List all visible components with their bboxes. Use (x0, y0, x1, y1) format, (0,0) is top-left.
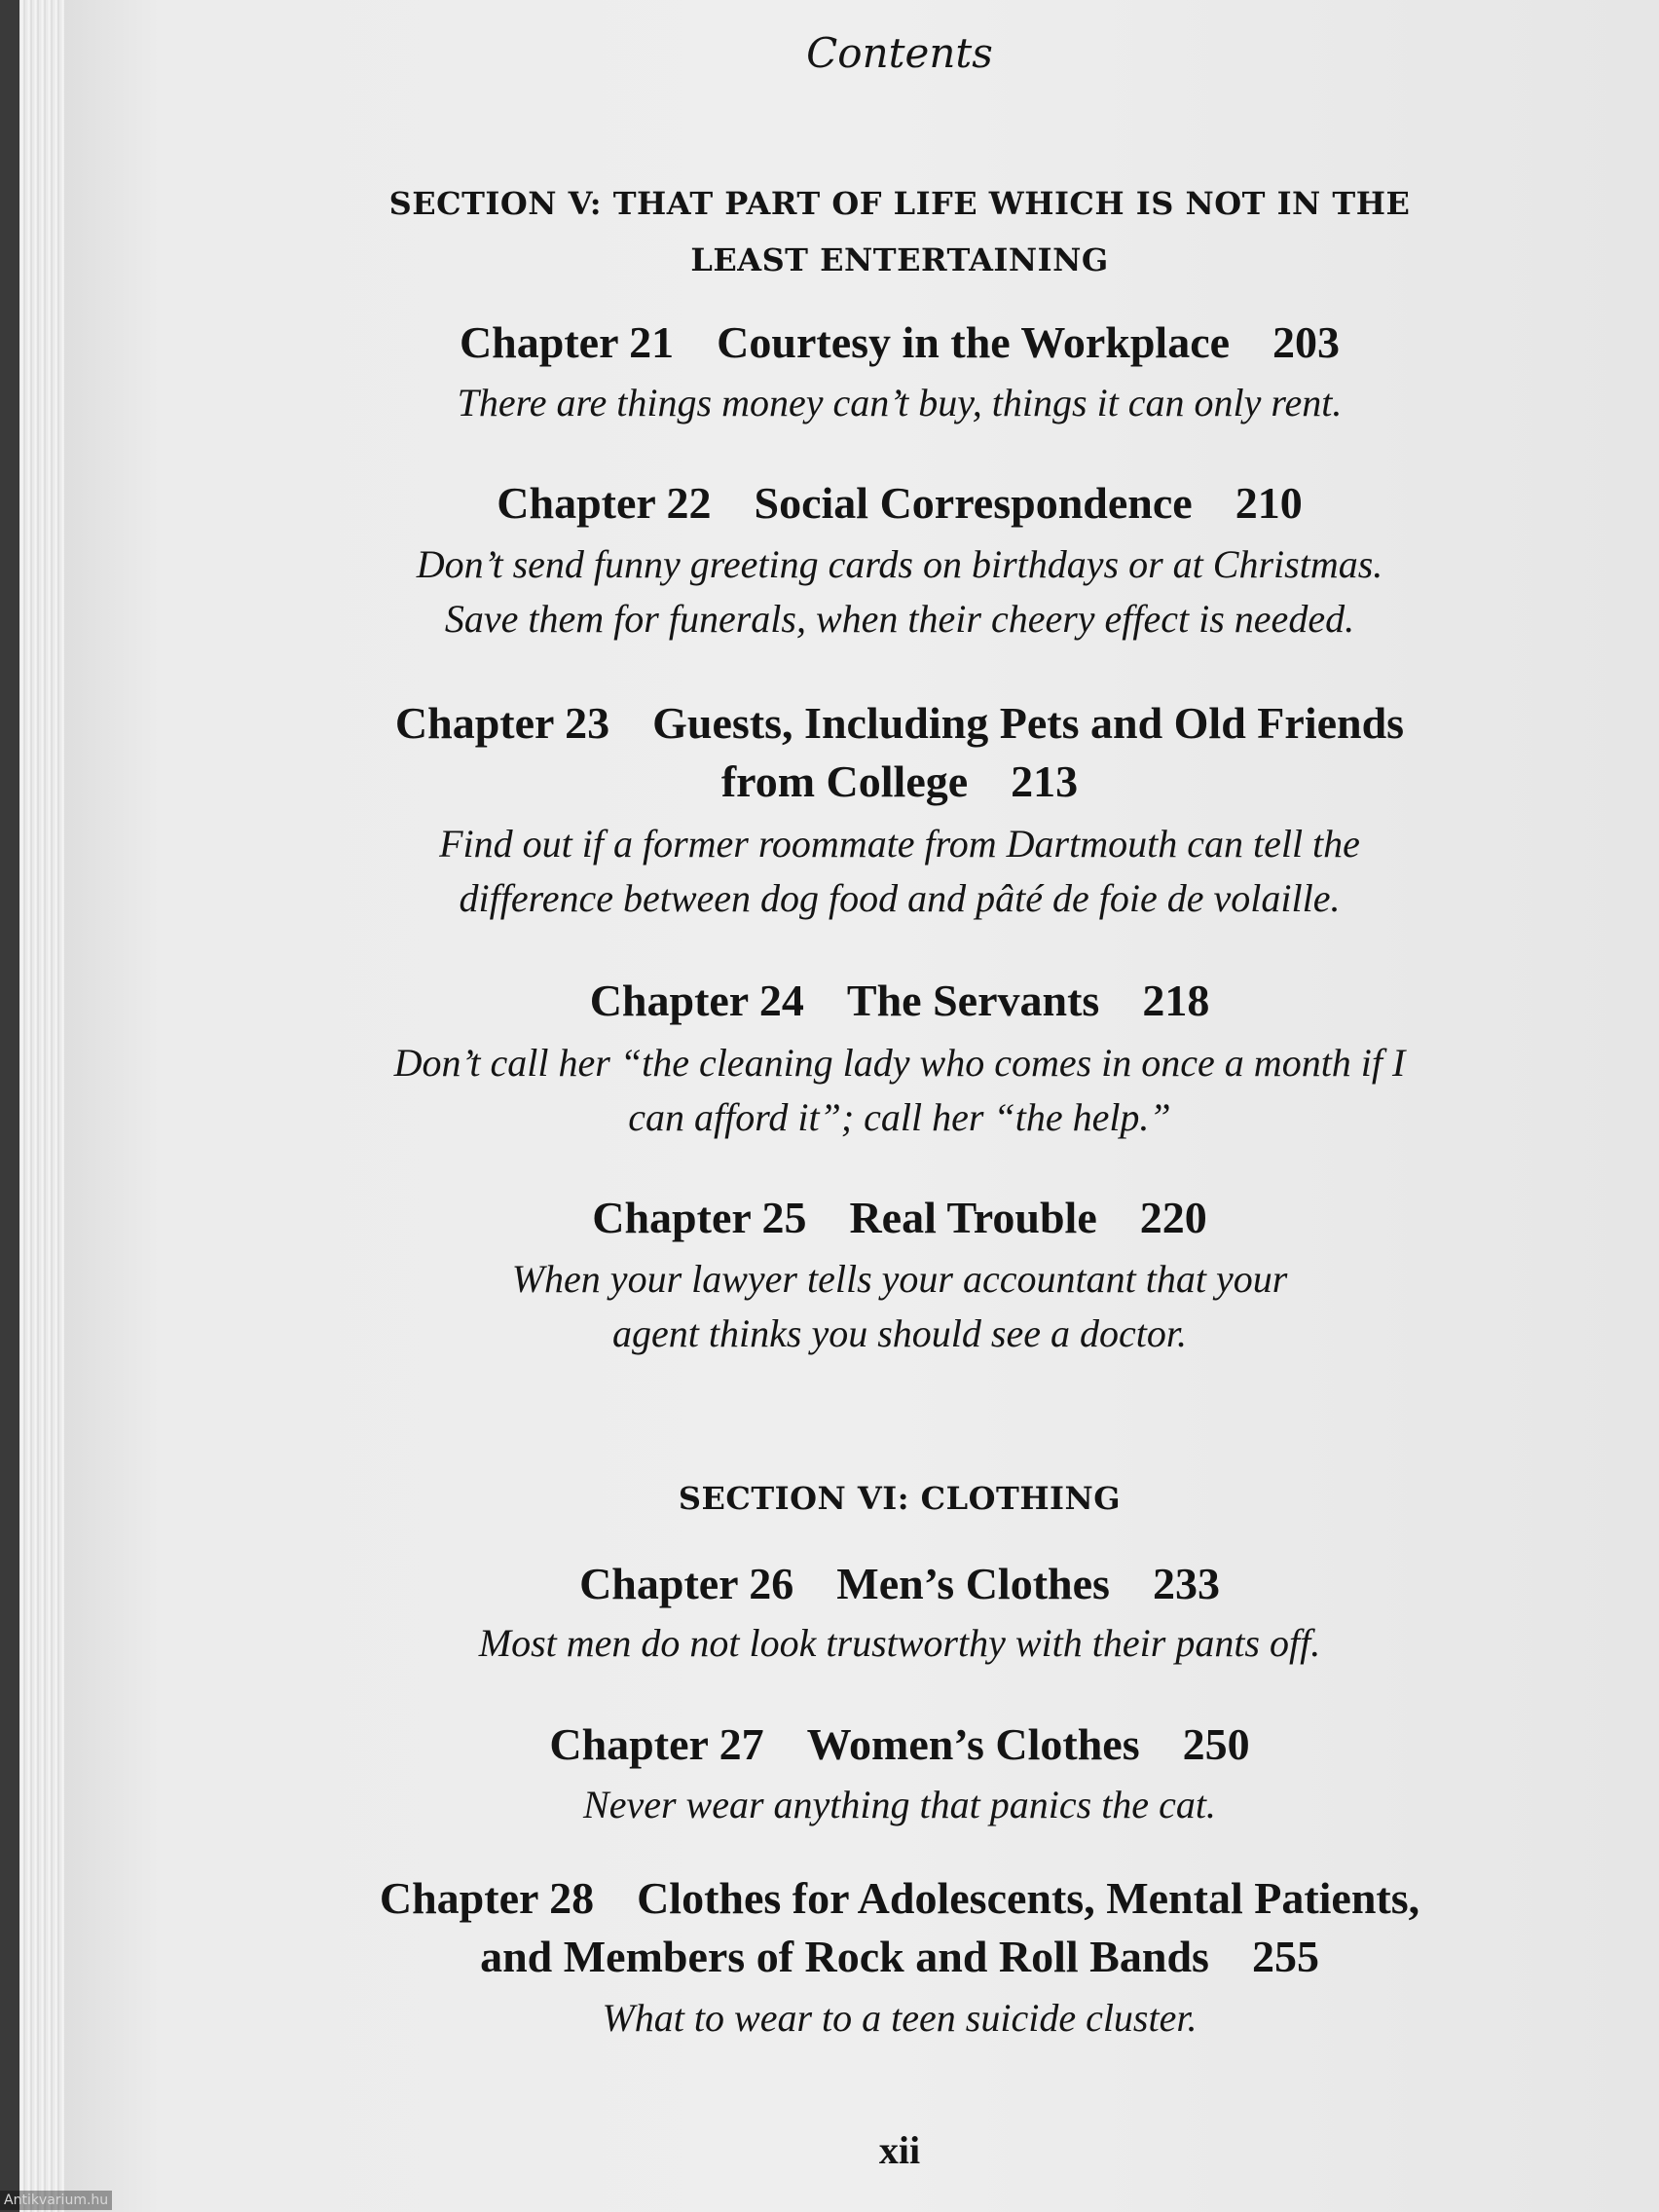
chapter-title: Clothes for Adolescents, Mental Patients, (637, 1873, 1420, 1923)
epigraph-line: Don’t call her “the cleaning lady who comes in once a month if I (393, 1041, 1406, 1085)
section-heading-line: SECTION V: THAT PART OF LIFE WHICH IS NOT IN THE (388, 185, 1411, 222)
page-number: xii (878, 2128, 921, 2172)
chapter-title: Social Correspondence (754, 478, 1193, 528)
chapter-label: Chapter 27 (549, 1719, 764, 1769)
chapter-page: 210 (1235, 478, 1303, 528)
chapter-title-continued: and Members of Rock and Roll Bands (480, 1932, 1209, 1981)
chapter-label: Chapter 21 (459, 317, 675, 367)
book-cover-edge (0, 0, 19, 2212)
chapter-page: 213 (1011, 756, 1079, 806)
chapter-title: Guests, Including Pets and Old Friends (652, 698, 1405, 748)
chapter-label: Chapter 22 (497, 478, 712, 528)
epigraph-line: can afford it”; call her “the help.” (628, 1095, 1171, 1139)
section-heading-line: SECTION VI: CLOTHING (678, 1480, 1122, 1517)
chapter-epigraph (267, 1616, 1532, 1671)
section-heading (306, 175, 1493, 288)
epigraph-line: Don’t send funny greeting cards on birthdays or at Christmas. (416, 542, 1383, 586)
chapter-label: Chapter 24 (589, 976, 804, 1025)
chapter-entry (257, 1715, 1542, 1774)
chapter-entry (257, 972, 1542, 1030)
contents-heading: Contents (806, 29, 993, 77)
chapter-title: Men’s Clothes (836, 1559, 1110, 1608)
section-heading (306, 1470, 1493, 1527)
epigraph-line: Never wear anything that panics the cat. (583, 1783, 1216, 1826)
chapter-page: 220 (1139, 1193, 1207, 1242)
chapter-epigraph (267, 537, 1532, 646)
epigraph-line: agent thinks you should see a doctor. (612, 1311, 1187, 1355)
chapter-entry (257, 1189, 1542, 1247)
chapter-epigraph (267, 1991, 1532, 2046)
chapter-entry (257, 474, 1542, 533)
chapter-epigraph (267, 1778, 1532, 1832)
chapter-label: Chapter 23 (394, 698, 610, 748)
chapter-label: Chapter 26 (579, 1559, 794, 1608)
watermark: Antikvarium.hu (0, 2191, 112, 2210)
section-heading-line: LEAST ENTERTAINING (690, 241, 1109, 278)
chapter-entry (257, 1869, 1542, 1986)
chapter-page: 255 (1251, 1932, 1319, 1981)
chapter-epigraph (267, 376, 1532, 430)
chapter-title: The Servants (846, 976, 1100, 1025)
epigraph-line: difference between dog food and pâté de foie de volaille. (459, 876, 1341, 920)
chapter-page: 233 (1152, 1559, 1220, 1608)
chapter-title: Women’s Clothes (806, 1719, 1140, 1769)
epigraph-line: There are things money can’t buy, things it can only rent. (457, 381, 1343, 424)
chapter-title: Courtesy in the Workplace (717, 317, 1231, 367)
epigraph-line: What to wear to a teen suicide cluster. (602, 1996, 1198, 2040)
chapter-entry (257, 313, 1542, 372)
chapter-label: Chapter 28 (379, 1873, 595, 1923)
chapter-entry (257, 694, 1542, 811)
chapter-epigraph (267, 1252, 1532, 1361)
epigraph-line: Save them for funerals, when their cheery effect is needed. (444, 597, 1355, 641)
page-stack-edge (19, 0, 64, 2212)
chapter-entry (257, 1555, 1542, 1613)
chapter-epigraph (267, 817, 1532, 926)
chapter-page: 203 (1272, 317, 1341, 367)
chapter-epigraph (267, 1036, 1532, 1145)
chapter-title-continued: from College (720, 756, 969, 806)
epigraph-line: Find out if a former roommate from Dartmouth can tell the (439, 822, 1360, 866)
epigraph-line: Most men do not look trustworthy with their pants off. (478, 1621, 1321, 1665)
chapter-label: Chapter 25 (592, 1193, 807, 1242)
epigraph-line: When your lawyer tells your accountant that your (511, 1257, 1288, 1301)
chapter-title: Real Trouble (849, 1193, 1097, 1242)
chapter-page: 218 (1142, 976, 1210, 1025)
chapter-page: 250 (1182, 1719, 1250, 1769)
